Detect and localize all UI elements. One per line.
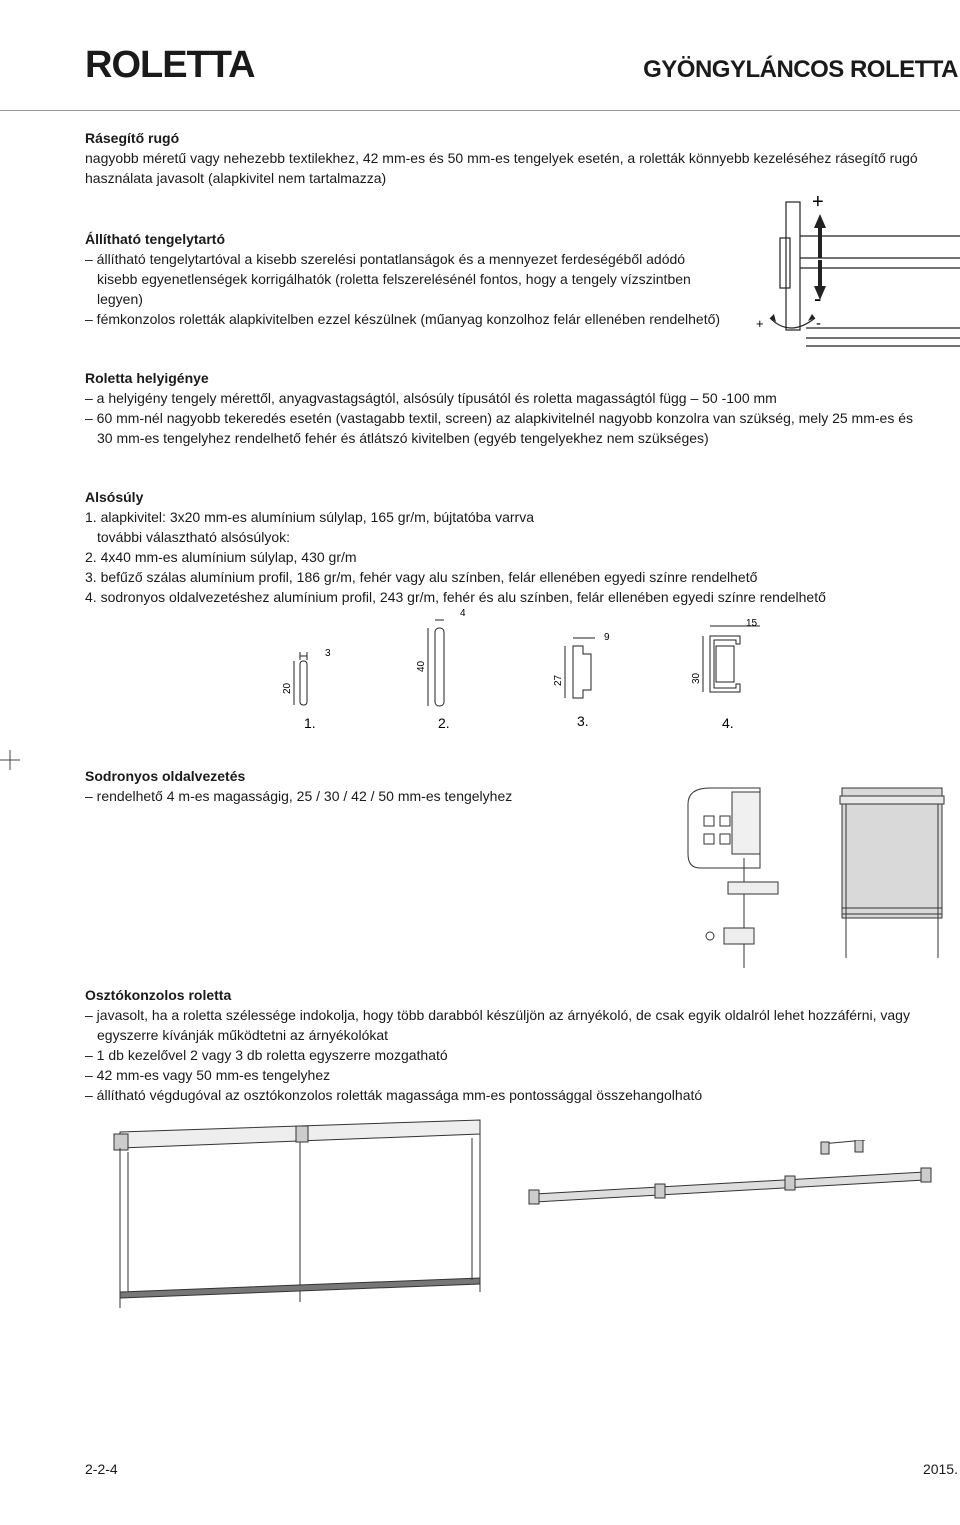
profile-label-4: 4. — [722, 715, 734, 731]
paragraph-line: – rendelhető 4 m-es magasságig, 25 / 30 / 42 / 50 mm-es tengelyhez — [85, 788, 513, 804]
paragraph-line: 1. alapkivitel: 3x20 mm-es alumínium súlylap, 165 gr/m, bújtatóba varrva — [85, 509, 534, 525]
section-heading: Állítható tengelytartó — [85, 231, 226, 247]
adjustable-bracket-diagram — [750, 188, 960, 358]
section-allithato — [85, 229, 755, 329]
section-heading: Rásegítő rugó — [85, 130, 180, 146]
dim-height-2: 40 — [416, 660, 427, 672]
profile-label-1: 1. — [304, 715, 316, 731]
header-divider — [0, 110, 960, 111]
paragraph-line: nagyobb méretű vagy nehezebb textilekhez, 42 mm-es és 50 mm-es tengelyek esetén, a roletták könnyebb kezeléséhez rásegítő rugó — [85, 150, 918, 166]
paragraph-line: további választható alsósúlyok: — [97, 529, 290, 545]
paragraph-line: egyszerre kívánják működtetni az árnyékolókat — [97, 1027, 389, 1043]
section-heading: Alsósúly — [85, 489, 144, 505]
paragraph-line: – fémkonzolos roletták alapkivitelben ezzel készülnek (műanyag konzolhoz felár ellenében rendelhető) — [85, 311, 721, 327]
rotate-minus: - — [816, 315, 821, 332]
paragraph-line: 2. 4x40 mm-es alumínium súlylap, 430 gr/m — [85, 549, 357, 565]
paragraph-line: legyen) — [97, 291, 143, 307]
dim-width-1: 3 — [325, 648, 331, 659]
paragraph-line: – 60 mm-nél nagyobb tekeredés esetén (vastagabb textil, screen) az alapkivitelnél nagyobb konzolra van szükség, mely 25 mm-es és — [85, 410, 913, 426]
page-title: ROLETTA — [85, 44, 255, 86]
dim-width-3: 9 — [604, 632, 610, 643]
paragraph-line: – 42 mm-es vagy 50 mm-es tengelyhez — [85, 1067, 331, 1083]
dim-width-2: 4 — [460, 608, 466, 619]
minus-sign: - — [814, 286, 822, 311]
paragraph-line: – 1 db kezelővel 2 vagy 3 db roletta egyszerre mozgatható — [85, 1047, 448, 1063]
dim-width-4: 15 — [746, 618, 758, 629]
paragraph-line: 3. befűző szálas alumínium profil, 186 gr/m, fehér vagy alu színben, felár ellenében egyedi színre rendelhető — [85, 569, 758, 585]
dim-height-4: 30 — [691, 672, 702, 684]
split-bracket-illustration — [525, 1140, 945, 1210]
section-helyigeny — [85, 368, 960, 448]
paragraph-line: használata javasolt (alapkivitel nem tartalmazza) — [85, 170, 387, 186]
paragraph-line: 30 mm-es tengelyhez rendelhető fehér és átlátszó kivitelben (egyéb tengelyekhez nem szükséges) — [97, 430, 709, 446]
paragraph-line: kisebb egyenetlenségek korrigálhatók (roletta felszerelésénél fontos, hogy a tengely vízszintben — [97, 271, 691, 287]
rotate-plus: + — [756, 316, 764, 331]
dim-height-3: 27 — [553, 674, 564, 686]
paragraph-line: – állítható tengelytartóval a kisebb szerelési pontatlanságok és a mennyezet ferdeségéből adódó — [85, 251, 686, 267]
page-subtitle: GYÖNGYLÁNCOS ROLETTA — [643, 56, 958, 83]
section-osztokonzolos — [85, 985, 960, 1105]
bottom-weight-profiles — [270, 606, 770, 736]
profile-label-2: 2. — [438, 715, 450, 731]
section-heading: Roletta helyigénye — [85, 370, 209, 386]
section-rasegito — [85, 128, 960, 188]
double-roller-illustration — [100, 1112, 490, 1312]
publication-year: 2015. — [922, 1461, 958, 1477]
section-heading: Osztókonzolos roletta — [85, 987, 232, 1003]
plus-sign: + — [812, 191, 824, 213]
crop-mark — [0, 750, 20, 770]
page-number: 2-2-4 — [85, 1461, 118, 1477]
paragraph-line: 4. sodronyos oldalvezetéshez alumínium profil, 243 gr/m, fehér és alu színben, felár ellenében egyedi színre rendelhető — [85, 589, 826, 605]
paragraph-line: – javasolt, ha a roletta szélessége indokolja, hogy több darabból készüljön az árnyékoló, de csak egyik oldalról lehet hozzáférni, vagy — [85, 1007, 910, 1023]
paragraph-line: – állítható végdugóval az osztókonzolos roletták magassága mm-es pontossággal összehangolható — [85, 1087, 703, 1103]
section-alsosuly — [85, 487, 960, 607]
paragraph-line: – a helyigény tengely mérettől, anyagvastagságtól, alsósúly típusától és roletta magasságtól függ – 50 -100 mm — [85, 390, 777, 406]
profile-label-3: 3. — [577, 713, 589, 729]
section-heading: Sodronyos oldalvezetés — [85, 768, 246, 784]
section-sodronyos — [85, 766, 645, 806]
wire-guide-illustration — [680, 778, 950, 968]
dim-height-1: 20 — [282, 682, 293, 694]
